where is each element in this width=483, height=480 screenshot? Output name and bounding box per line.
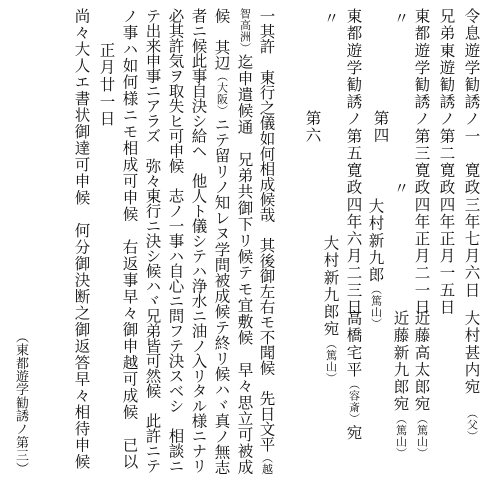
date-1: 寛政三年七月六日: [462, 162, 481, 299]
recipient-3-note: （篤山）: [415, 412, 429, 459]
recipient-4-note: （篤山）: [394, 412, 408, 459]
letter-line-2: [236, 8, 252, 475]
title-6-ditto: 〃: [321, 10, 340, 28]
letter-line-7: ノ事ハ如何様ニモ相成可申候 右返事早々御申越可成候 已以: [120, 8, 139, 470]
letter-line-2-note: 智高洲）: [238, 8, 252, 54]
recipient-6-name: 大村新九郎宛: [321, 235, 340, 338]
title-6-subheading: 第六: [303, 110, 322, 145]
letter-line-3-note: （大阪）: [215, 70, 229, 117]
recipient-3: [413, 310, 429, 459]
letter-line-4: 者ニ候此事自決シ給ヘ 他人ト儀シテハ浄水ニ油ノ入リタル様ニナリ: [189, 8, 208, 473]
letter-line-5: 必其許気ヲ取失ヒ可申候 志ノ一事ハ自心ニ問フテ決スベシ 相談ニ: [166, 8, 185, 473]
letter-line-3-text-a: 候 其辺: [212, 8, 231, 71]
recipient-5b-note: （容斎）: [347, 378, 361, 425]
date-3: 寛政四年正月二一日: [412, 162, 431, 316]
recipient-4-name: 近藤新九郎宛: [391, 310, 410, 413]
title-1: 令息遊学勧誘ノ一: [462, 8, 481, 145]
letter-line-3: [213, 8, 229, 475]
letter-line-6: テ出来申事ニアラズ 弥々東行ニ決シ候ハヾ兄弟皆可然候 此許ニテ: [143, 8, 162, 473]
recipient-5a-name: 大村新九郎: [366, 198, 385, 284]
date-5: 寛政四年六月二三日: [344, 162, 363, 316]
title-4-subheading: 第四: [371, 110, 390, 145]
date-2: 寛政四年正月一五日: [437, 162, 456, 316]
title-3: 東都遊学勧誘ノ第三: [412, 8, 431, 162]
date-4-ditto: 〃: [391, 180, 410, 198]
letter-line-2-text: 迄申遣候通 兄弟共御下リ候テモ宜敷候 早々思立可被成: [235, 54, 254, 476]
recipient-4: [392, 310, 408, 459]
letter-line-1-note: （越: [260, 451, 274, 475]
title-4-ditto: 〃: [391, 10, 410, 28]
recipient-5a-note: （篤山）: [369, 283, 383, 330]
title-5: 東都遊学勧誘ノ第五: [344, 8, 363, 162]
recipient-5a: [367, 198, 383, 330]
letter-date: 正月廿一日: [97, 42, 116, 128]
title-2: 兄弟東遊勧誘ノ第二: [437, 8, 456, 162]
letter-postscript: 尚々大人エ書状御達可申候 何分御決断之御返答早々相待申候: [72, 8, 91, 470]
letter-line-1-text: 一其許 東行之儀如何相成候哉 其後御左右モ不聞候 先日文平: [257, 8, 276, 452]
recipient-1-name: 大村甚内宛: [462, 310, 481, 396]
recipient-3-name: 近藤高太郎宛: [412, 310, 431, 413]
recipient-6-note: （篤山）: [324, 337, 338, 384]
recipient-5b: [345, 310, 361, 442]
letter-source-note: （東都遊学勧誘ノ第三）: [13, 330, 28, 476]
letter-line-1: [258, 8, 274, 475]
recipient-5b-tail: 宛: [344, 424, 363, 442]
recipient-1: [463, 310, 479, 442]
recipient-6: [322, 235, 338, 384]
recipient-5b-name: 高橋宅平: [344, 310, 363, 379]
letter-line-3-text-b: ニテ留リノ知レヌ学問被成候テ終リ候ハヾ真ノ無志: [212, 116, 231, 476]
recipient-1-note: （父）: [465, 412, 479, 442]
